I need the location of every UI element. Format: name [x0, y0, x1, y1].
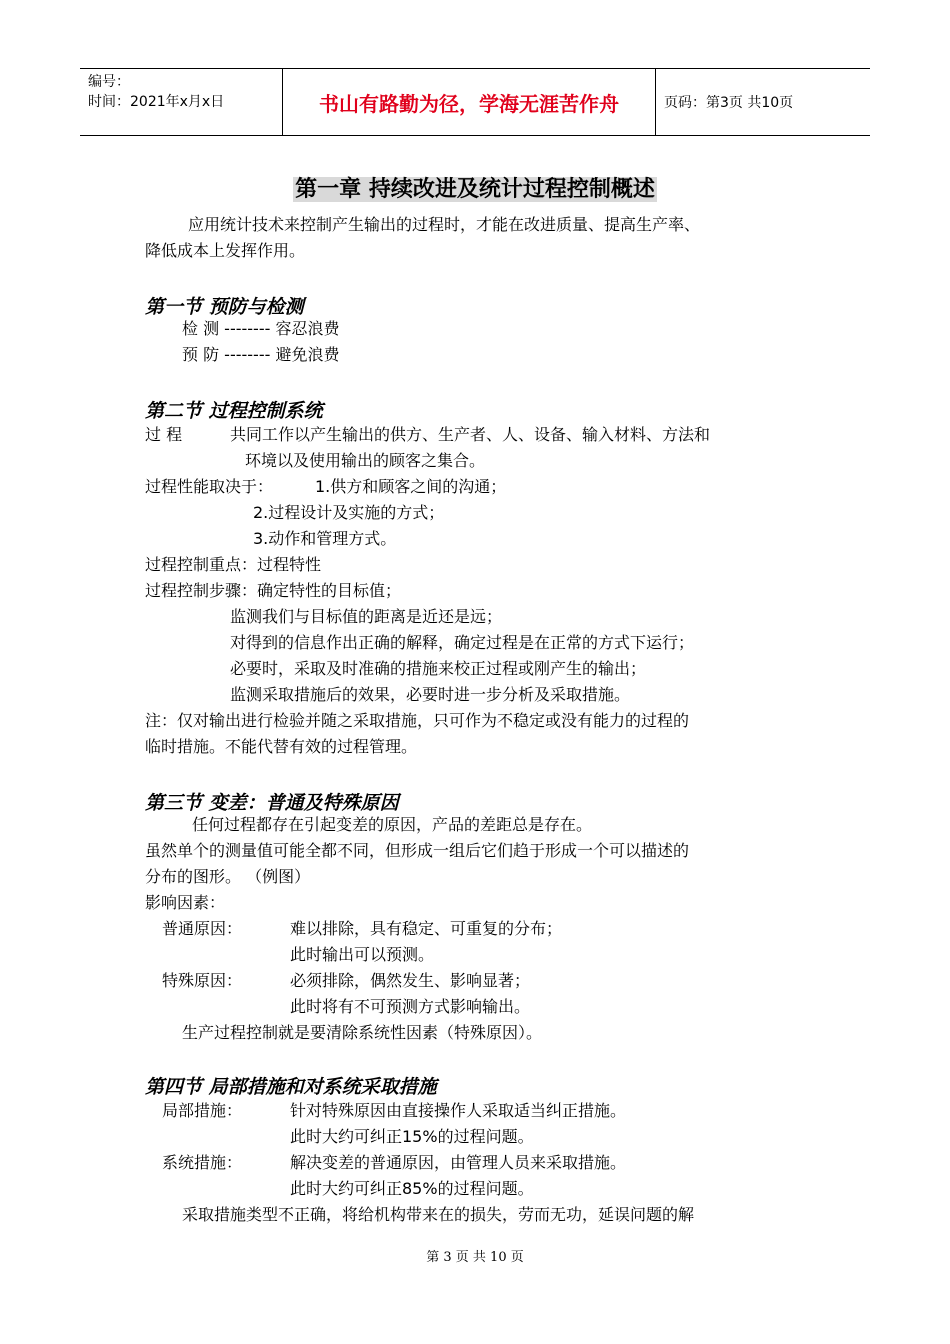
local-action-label: 局部措施： [162, 1101, 243, 1120]
doc-number-label: 编号： [88, 74, 130, 90]
note-line-1: 注：仅对输出进行检验并随之采取措施，只可作为不稳定或没有能力的过程的 [145, 711, 690, 730]
control-summary: 生产过程控制就是要清除系统性因素（特殊原因）。 [182, 1023, 543, 1042]
doc-time-label: 时间：2021年x月x日 [88, 94, 225, 110]
performance-item-2: 2.过程设计及实施的方式； [253, 503, 445, 522]
header-page-info: 页码：第3页 共10页 [664, 95, 794, 111]
intro-line-2: 降低成本上发挥作用。 [145, 241, 306, 260]
variation-para-2: 虽然单个的测量值可能全都不同，但形成一组后它们趋于形成一个可以描述的 [145, 841, 690, 860]
header-meta [88, 72, 224, 112]
performance-item-1: 1.供方和顾客之间的沟通； [315, 477, 507, 496]
system-action-desc-2: 此时大约可纠正85%的过程问题。 [290, 1179, 534, 1198]
header-motto: 书山有路勤为径，学海无涯苦作舟 [282, 69, 656, 135]
special-cause-desc-1: 必须排除，偶然发生、影响显著； [290, 971, 531, 990]
local-action-desc-1: 针对特殊原因由直接操作人采取适当纠正措施。 [290, 1101, 627, 1120]
common-cause-desc-2: 此时输出可以预测。 [290, 945, 435, 964]
common-cause-label: 普通原因： [162, 919, 243, 938]
section-1-title: 第一节 预防与检测 [145, 296, 304, 318]
system-action-desc-1: 解决变差的普通原因，由管理人员来采取措施。 [290, 1153, 627, 1172]
detect-line: 检 测 -------- 容忍浪费 [182, 319, 340, 338]
control-focus: 过程控制重点：过程特性 [145, 555, 322, 574]
intro-line-1: 应用统计技术来控制产生输出的过程时，才能在改进质量、提高生产率、 [188, 215, 701, 234]
variation-para-3: 分布的图形。 （例图） [145, 867, 311, 886]
special-cause-label: 特殊原因： [162, 971, 243, 990]
performance-item-3: 3.动作和管理方式。 [253, 529, 397, 548]
process-term: 过 程 [145, 425, 183, 444]
action-type-line: 采取措施类型不正确，将给机构带来在的损失，劳而无功，延误问题的解 [182, 1205, 695, 1224]
section-4-title: 第四节 局部措施和对系统采取措施 [145, 1076, 437, 1098]
control-step: 监测我们与目标值的距离是近还是远； [230, 607, 503, 626]
section-3-title: 第三节 变差：普通及特殊原因 [145, 792, 399, 814]
performance-label: 过程性能取决于： [145, 477, 274, 496]
chapter-title: 第一章 持续改进及统计过程控制概述 [295, 177, 655, 202]
control-step: 监测采取措施后的效果，必要时进一步分析及采取措施。 [230, 685, 631, 704]
control-step: 对得到的信息作出正确的解释，确定过程是在正常的方式下运行； [230, 633, 695, 652]
variation-para-1: 任何过程都存在引起变差的原因，产品的差距总是存在。 [192, 815, 593, 834]
page-footer: 第 3 页 共 10 页 [426, 1250, 524, 1265]
control-steps-label: 过程控制步骤：确定特性的目标值； [145, 581, 402, 600]
control-step: 必要时，采取及时准确的措施来校正过程或刚产生的输出； [230, 659, 647, 678]
factors-label: 影响因素： [145, 893, 226, 912]
special-cause-desc-2: 此时将有不可预测方式影响输出。 [290, 997, 531, 1016]
page-header [80, 68, 870, 136]
system-action-label: 系统措施： [162, 1153, 243, 1172]
prevent-line: 预 防 -------- 避免浪费 [182, 345, 340, 364]
common-cause-desc-1: 难以排除，具有稳定、可重复的分布； [290, 919, 563, 938]
process-definition-2: 环境以及使用输出的顾客之集合。 [245, 451, 486, 470]
note-line-2: 临时措施。不能代替有效的过程管理。 [145, 737, 418, 756]
local-action-desc-2: 此时大约可纠正15%的过程问题。 [290, 1127, 534, 1146]
section-2-title: 第二节 过程控制系统 [145, 400, 323, 422]
process-definition-1: 共同工作以产生输出的供方、生产者、人、设备、输入材料、方法和 [230, 425, 711, 444]
